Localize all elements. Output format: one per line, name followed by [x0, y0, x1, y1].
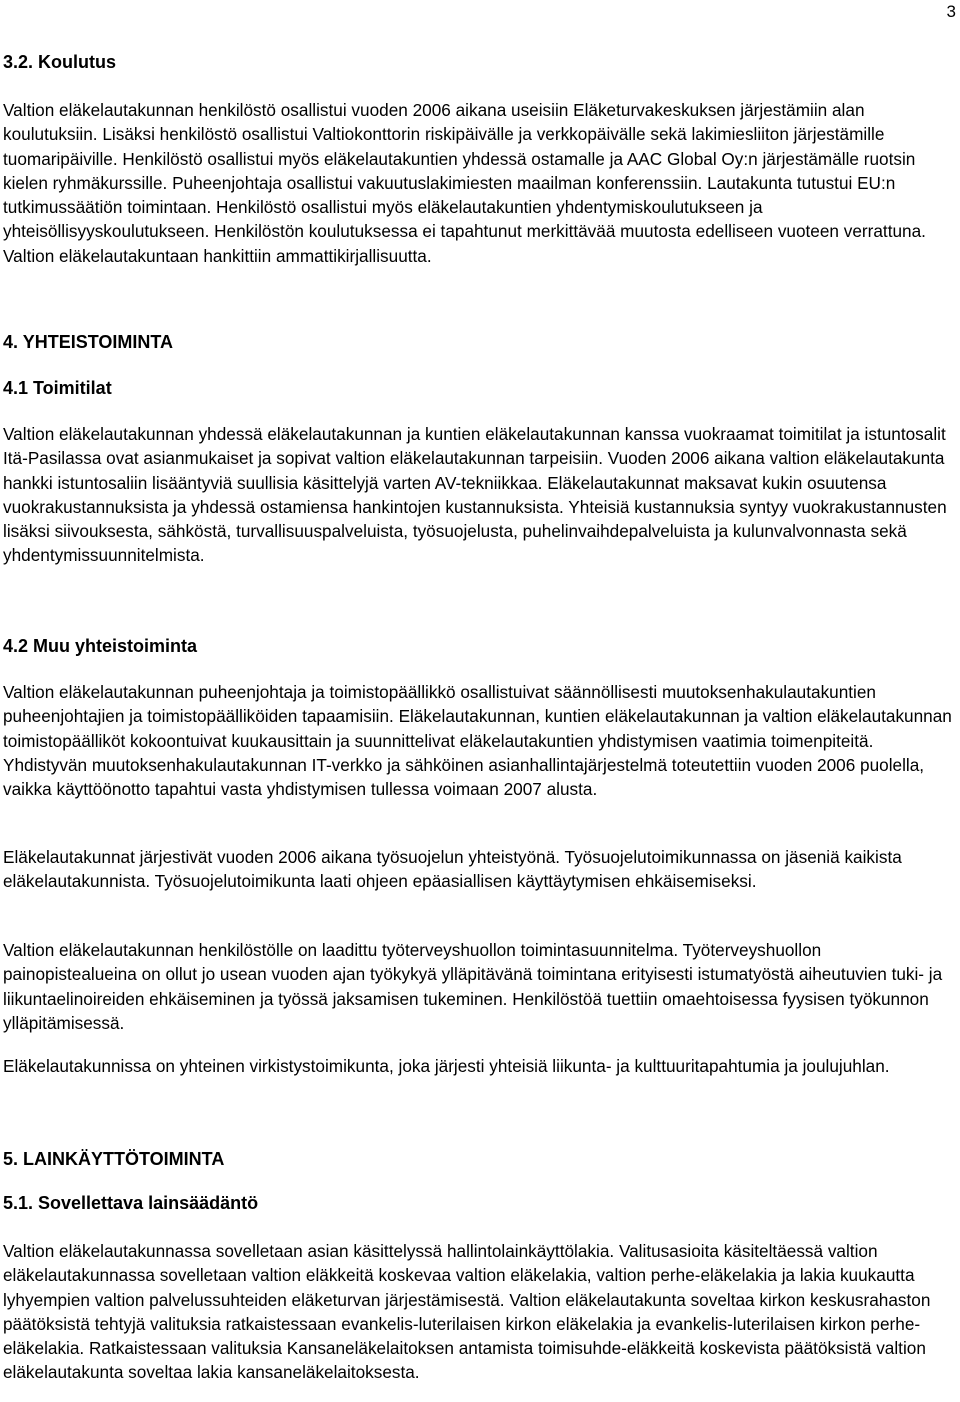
heading-4-1-toimitilat: 4.1 Toimitilat: [3, 378, 112, 398]
paragraph-muu-yhteistoiminta-4: Eläkelautakunnissa on yhteinen virkistystoimikunta, joka järjesti yhteisiä liikunta- ja kulttuuritapahtumia ja joulujuhlan.: [3, 1056, 890, 1076]
paragraph-muu-yhteistoiminta-3: Valtion eläkelautakunnan henkilöstölle on laadittu työterveyshuollon toimintasuunnitelma. Työterveyshuollon painopistealueina on ollut jo usean vuoden ajan työkykyä ylläpitävänä toimintana erityisesti istumatyöstä aiheutuvien tuki- ja liikuntaelinoireiden ehkäiseminen ja työssä jaksamisen tukeminen. Henkilöstöä tuettiin omaehtoisessa fyysisen työkunnon ylläpitämisessä.: [3, 940, 943, 1033]
paragraph-toimitilat: Valtion eläkelautakunnan yhdessä eläkelautakunnan ja kuntien eläkelautakunnan kanssa vuokraamat toimitilat ja istuntosalit Itä-Pasilassa ovat asianmukaiset ja sopivat valtion eläkelautakunnan tarpeisiin. Vuoden 2006 aikana valtion eläkelautakunta hankki istuntosaliin lisääntyviä suullisia käsittelyjä varten AV-tekniikkaa. Eläkelautakunnat maksavat kukin osuutensa vuokrakustannuksista ja yhdessä ostamiensa hankintojen kustannuksista. Yhteisiä kustannuksia syntyy vuokrakustannusten lisäksi siivouksesta, sähköstä, turvallisuuspalveluista, työsuojelusta, puhelinvaihdepalveluista ja kulunvalvonnasta sekä yhdentymissuunnitelmista.: [3, 424, 947, 566]
heading-4-yhteistoiminta: 4. YHTEISTOIMINTA: [3, 332, 174, 352]
heading-5-lainkayttotoiminta: 5. LAINKÄYTTÖTOIMINTA: [3, 1149, 225, 1169]
paragraph-muu-yhteistoiminta-2: Eläkelautakunnat järjestivät vuoden 2006 aikana työsuojelun yhteistyönä. Työsuojelutoimikunnassa on jäseniä kaikista eläkelautakunnista. Työsuojelutoimikunta laati ohjeen epäasiallisen käyttäytymisen ehkäisemiseksi.: [3, 847, 902, 892]
heading-5-1-sovellettava-lainsaadanto: 5.1. Sovellettava lainsäädäntö: [3, 1193, 259, 1213]
heading-4-2-muu-yhteistoiminta: 4.2 Muu yhteistoiminta: [3, 636, 198, 656]
page-number: 3: [946, 2, 956, 21]
paragraph-muu-yhteistoiminta-1: Valtion eläkelautakunnan puheenjohtaja ja toimistopäällikkö osallistuivat säännöllisesti muutoksenhakulautakuntien puheenjohtajien ja toimistopäälliköiden tapaamisiin. Eläkelautakunnan, kuntien eläkelautakunnan ja valtion eläkelautakunnan toimistopäälliköt kokoontuivat kuukausittain ja suunnittelivat eläkelautakuntien yhdistymisen vaatimia toimenpiteitä. Yhdistyvän muutoksenhakulautakunnan IT-verkko ja sähköinen asianhallintajärjestelmä toteutettiin vuoden 2006 puolella, vaikka käyttöönotto tapahtui vasta yhdistymisen tullessa voimaan 2007 alusta.: [3, 682, 952, 800]
heading-3-2-koulutus: 3.2. Koulutus: [3, 52, 117, 72]
paragraph-koulutus: Valtion eläkelautakunnan henkilöstö osallistui vuoden 2006 aikana useisiin Eläketurvakeskuksen järjestämiin alan koulutuksiin. Lisäksi henkilöstö osallistui Valtiokonttorin riskipäivälle ja verkkopäivälle sekä lakimiesliiton järjestämille tuomaripäiville. Henkilöstö osallistui myös eläkelautakuntien yhdessä ostamalle ja AAC Global Oy:n järjestämälle ruotsin kielen ryhmäkurssille. Puheenjohtaja osallistui vakuutuslakimiesten maailman konferenssiin. Lautakunta tutustui EU:n tutkimussäätiön toimintaan. Henkilöstö osallistui myös eläkelautakuntien yhdentymiskoulutukseen ja yhteisöllisyyskoulutukseen. Henkilöstön koulutuksessa ei tapahtunut merkittävää muutosta edelliseen vuoteen verrattuna. Valtion eläkelautakuntaan hankittiin ammattikirjallisuutta.: [3, 100, 926, 266]
paragraph-sovellettava-lainsaadanto: Valtion eläkelautakunnassa sovelletaan asian käsittelyssä hallintolainkäyttölakia. Valitusasioita käsiteltäessä valtion eläkelautakunnassa sovelletaan valtion eläkkeitä koskevaa valtion eläkelakia, valtion perhe-eläkelakia ja lakia kuukautta lyhyempien valtion palvelussuhteiden eläketurvan järjestämisestä. Valtion eläkelautakunta soveltaa kirkon keskusrahaston päätöksistä tehtyjä valituksia ratkaistessaan evankelis-luterilaisen kirkon eläkelakia ja evankelis-luterilaisen kirkon perhe-eläkelakia. Ratkaistessaan valituksia Kansaneläkelaitoksen antamista toimisuhde-eläkkeitä koskevista päätöksistä valtion eläkelautakunta soveltaa lakia kansaneläkelaitoksesta.: [3, 1241, 931, 1383]
